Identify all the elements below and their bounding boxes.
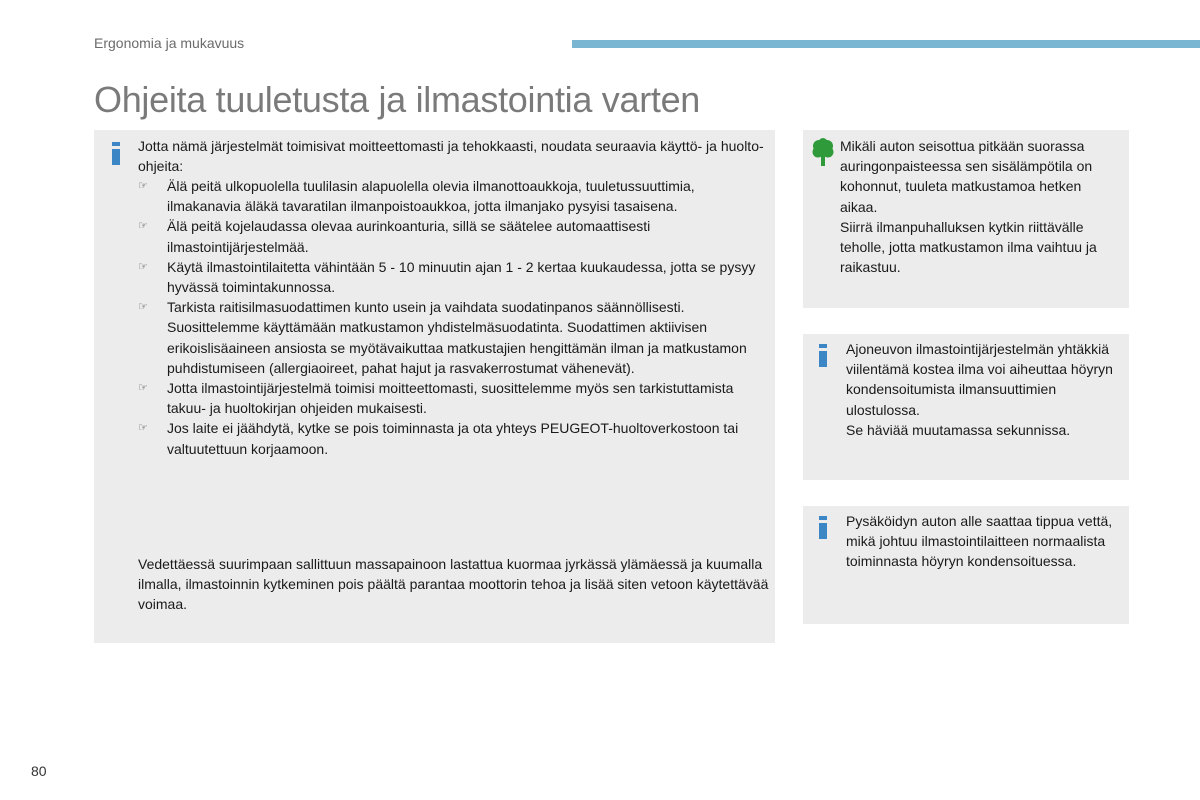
recommendations-list	[138, 176, 768, 459]
condensation-note-text: Se häviää muutamassa sekunnissa.	[846, 421, 1071, 438]
list-item: ☞ Älä peitä kojelaudassa olevaa aurinkoanturia, sillä se säätelee automaattisesti ilmastointijärjestelmää.	[138, 218, 651, 255]
tree-icon	[812, 138, 834, 166]
parking-note-text: Pysäköidyn auton alle saattaa tippua vettä, mikä johtuu ilmastointilaitteen normaalista toiminnasta höyryn kondensoituessa.	[846, 513, 1113, 570]
pointing-hand-icon: ☞	[138, 260, 148, 273]
pointing-hand-icon: ☞	[138, 301, 148, 314]
list-item: ☞ Jotta ilmastointijärjestelmä toimisi moitteettomasti, suosittelemme myös sen tarkistuttamista takuu- ja huoltokirjan ohjeiden mukaisesti.	[138, 380, 734, 417]
pointing-hand-icon: ☞	[138, 180, 148, 192]
condensation-note-text: Ajoneuvon ilmastointijärjestelmän yhtäkkiä viilentämä kostea ilma voi aiheuttaa höyryn kondensoitumista ilmansuuttimien ulostulossa.	[846, 341, 1113, 418]
pointing-hand-icon: ☞	[138, 220, 148, 233]
header-accent-bar	[572, 40, 1200, 48]
eco-note-text: Siirrä ilmanpuhalluksen kytkin riittävälle teholle, jotta matkustamon ilma vaihtuu ja raikastuu.	[840, 218, 1097, 276]
info-icon	[819, 516, 827, 539]
pointing-hand-icon: ☞	[138, 422, 148, 435]
eco-note-box	[803, 130, 1129, 308]
parking-note-box	[803, 506, 1129, 624]
list-item: ☞ Älä peitä ulkopuolella tuulilasin alapuolella olevia ilmanottoaukkoja, tuuletussuuttimia, ilmakanavia äläkä tavaratilan ilmanpoistoaukkoa, jotta ilmanjako pysyisi tasaisena.	[138, 178, 695, 215]
main-outro-text: Vedettäessä suurimpaan sallittuun massapainoon lastattua kuormaa jyrkässä ylämäessä ja kuumalla ilmalla, ilmastoinnin kytkeminen pois päältä parantaa moottorin tehoa ja lisää siten vetoon käytettävää voimaa.	[138, 556, 769, 613]
info-icon	[112, 142, 120, 165]
section-label: Ergonomia ja mukavuus	[94, 35, 245, 51]
page-number: 80	[31, 763, 47, 779]
list-item: ☞ Jos laite ei jäähdytä, kytke se pois toiminnasta ja ota yhteys PEUGEOT-huoltoverkostoon tai valtuutettuun korjaamoon.	[138, 420, 739, 457]
pointing-hand-icon: ☞	[138, 382, 148, 395]
eco-note-text: Mikäli auton seisottua pitkään suorassa auringonpaisteessa sen sisälämpötila on kohonnut, tuuleta matkustamoa hetken aikaa.	[840, 138, 1093, 215]
list-item: ☞ Käytä ilmastointilaitetta vähintään 5 - 10 minuutin ajan 1 - 2 kertaa kuukaudessa, jotta se pysyy hyvässä toimintakunnossa.	[138, 258, 756, 296]
page-title: Ohjeita tuuletusta ja ilmastointia varten	[94, 79, 701, 120]
main-info-box	[94, 130, 775, 643]
info-icon	[819, 344, 827, 367]
main-intro-text: Jotta nämä järjestelmät toimisivat moitteettomasti ja tehokkaasti, noudata seuraavia käyttö- ja huolto-ohjeita:	[138, 138, 764, 175]
list-item: ☞ Tarkista raitisilmasuodattimen kunto usein ja vaihdata suodatinpanos säännöllisesti. Suosittelemme käyttämään matkustamon yhdistelmäsuodatinta. Suodattimen aktiivisen erikoislisäaineen ansiosta se myötävaikuttaa matkustajien hengittämän ilman ja matkustamon puhdistumiseen (allergiaoireet, pahat hajut ja rasvakerrostumat vähenevät).	[138, 299, 747, 376]
condensation-note-box	[803, 334, 1129, 480]
